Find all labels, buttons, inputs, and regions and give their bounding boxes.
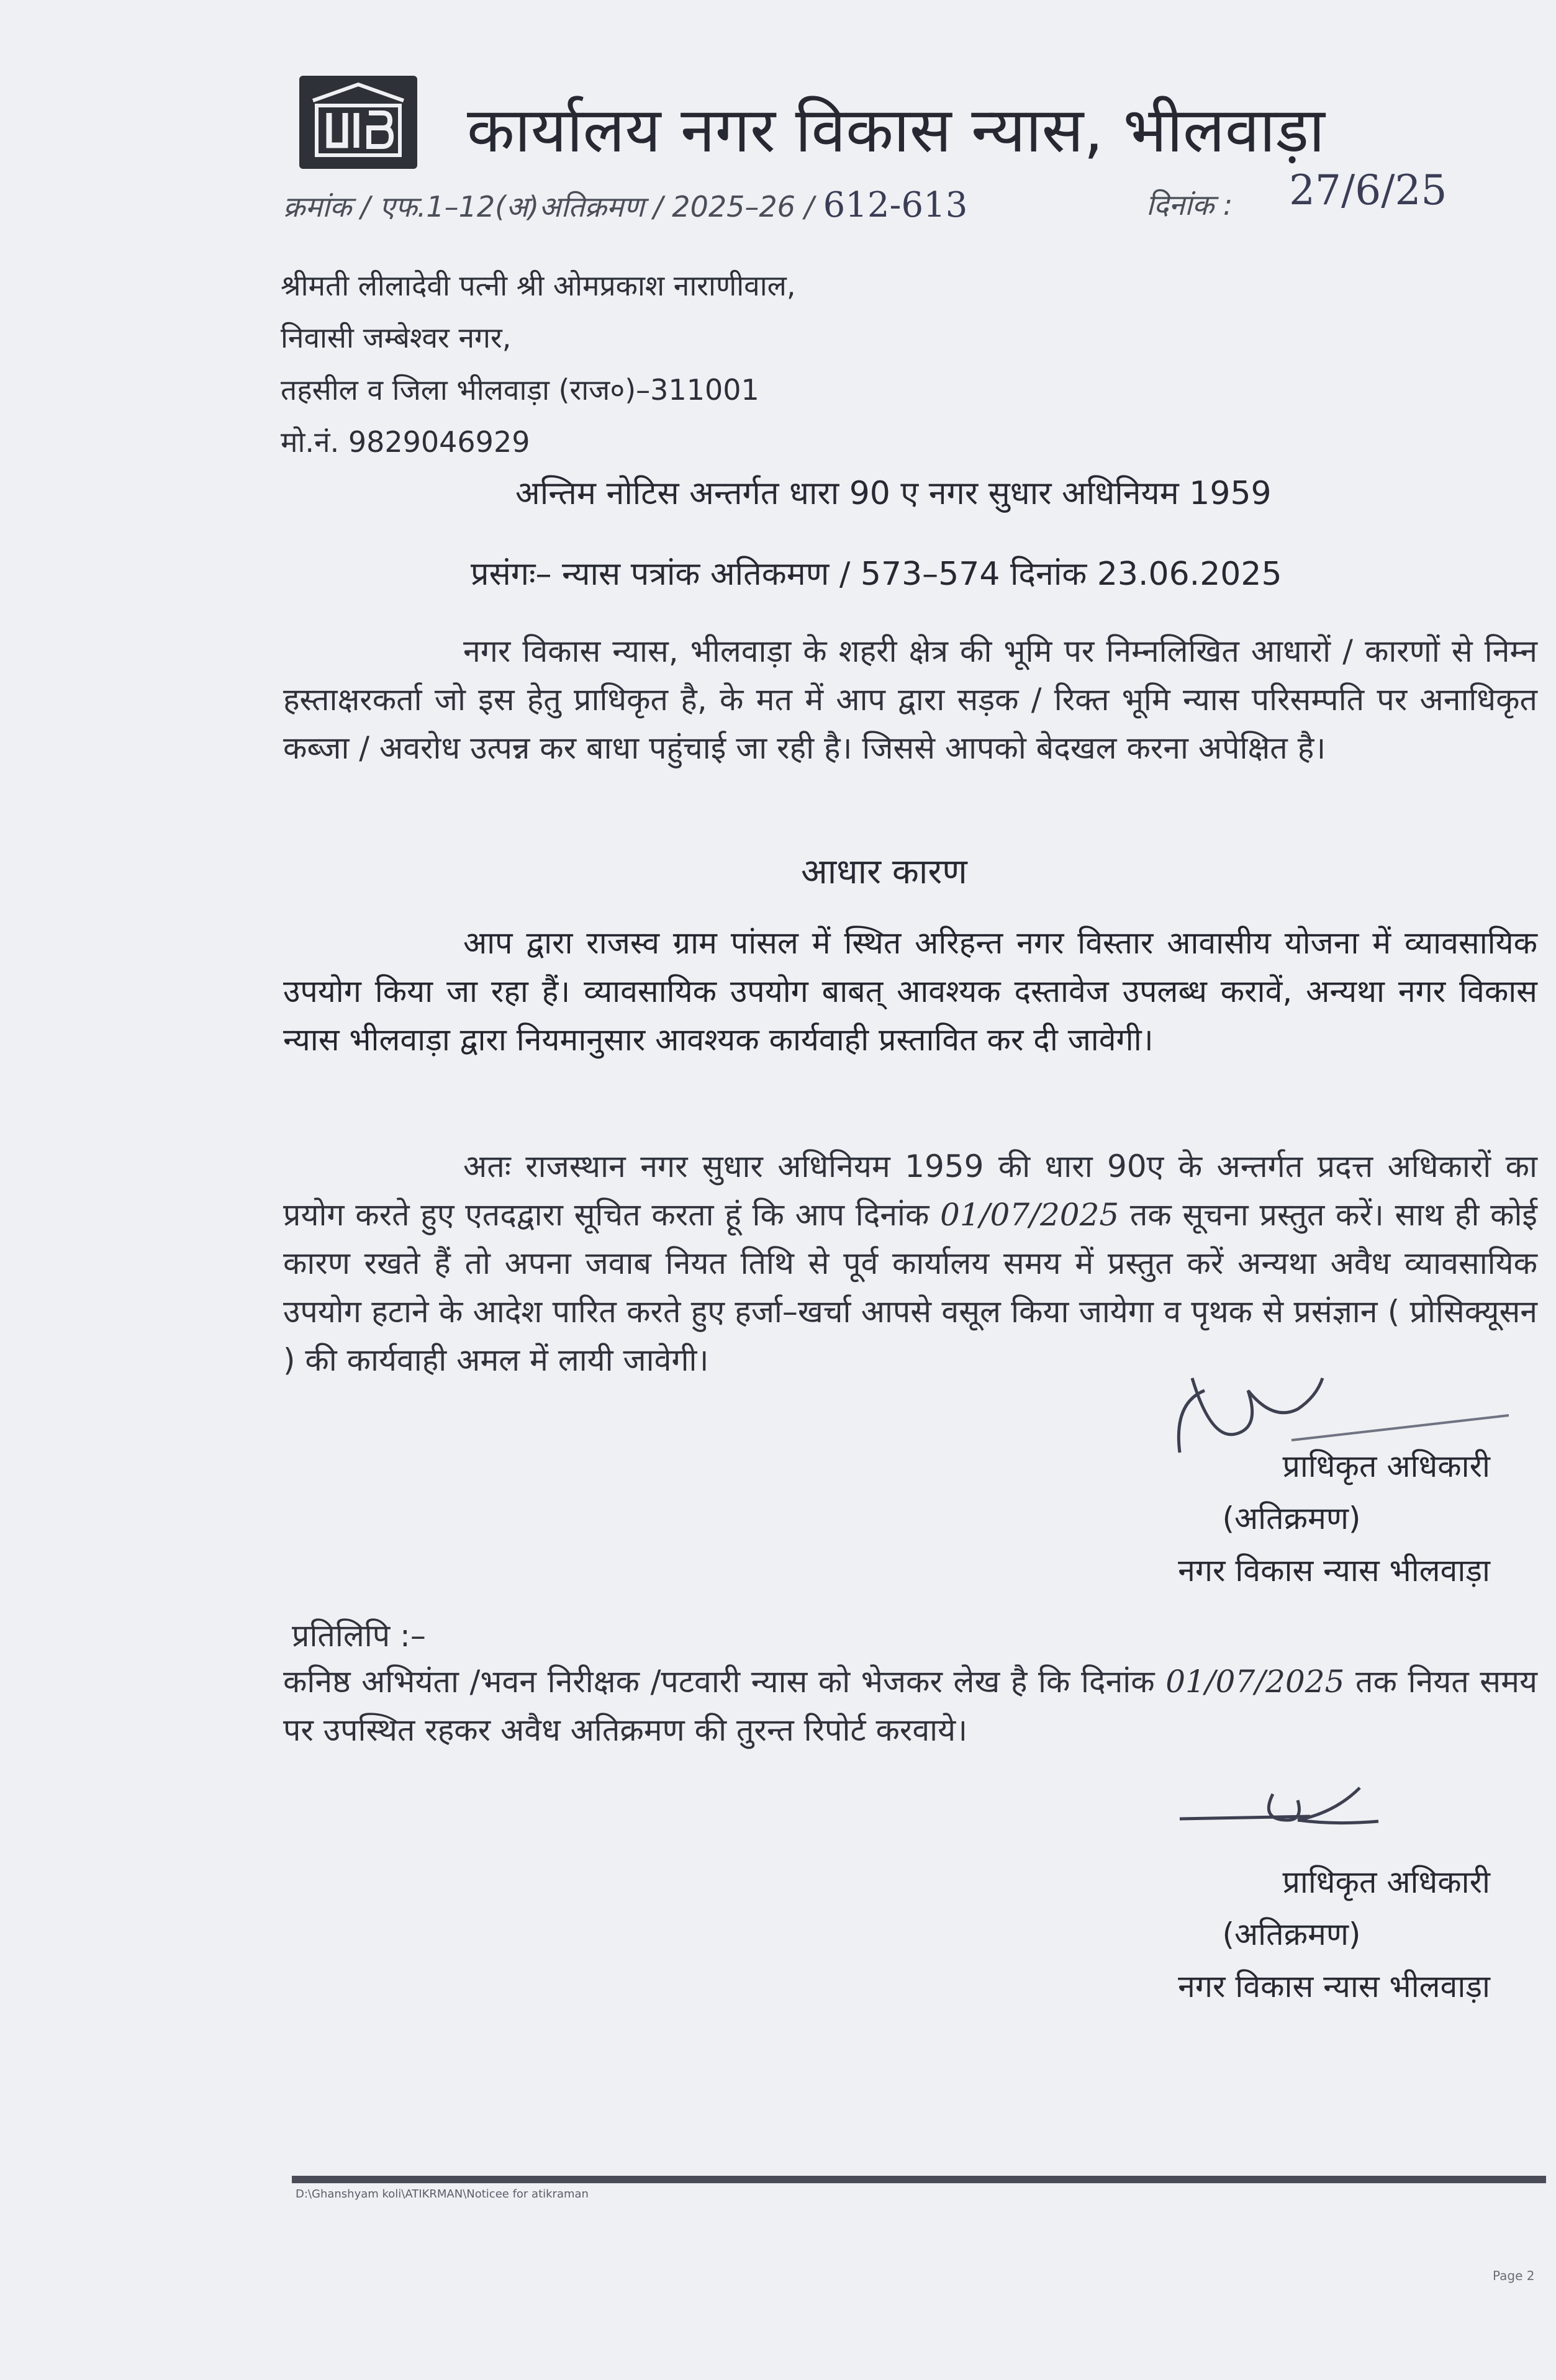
recipient-mobile: मो.नं. 9829046929 xyxy=(281,425,530,459)
reference-number-label: क्रमांक / एफ.1–12(अ)अतिक्रमण / 2025–26 / xyxy=(283,190,815,223)
reference-line xyxy=(283,166,1463,228)
signature-1-organisation: नगर विकास न्यास भीलवाड़ा xyxy=(1178,1553,1490,1589)
paragraph-direction-date: 01/07/2025 xyxy=(940,1197,1120,1233)
recipient-residence: निवासी जम्बेश्वर नगर, xyxy=(281,321,512,354)
copy-instruction-before: कनिष्ठ अभियंता /भवन निरीक्षक /पटवारी न्यास को भेजकर लेख है कि दिनांक xyxy=(283,1664,1155,1700)
signature-block-1 xyxy=(1093,1440,1490,1597)
copy-instruction-after: तक नियत समय पर उपस्थित रहकर अवैध अतिक्रमण की तुरन्त रिपोर्ट करवाये। xyxy=(283,1664,1537,1748)
footer-page-number: Page 2 xyxy=(1493,2268,1535,2283)
uit-logo xyxy=(299,76,417,169)
signature-2-title: प्राधिकृत अधिकारी xyxy=(1282,1864,1490,1900)
footer-rule xyxy=(292,2176,1546,2183)
signature-1-title: प्राधिकृत अधिकारी xyxy=(1282,1448,1490,1484)
notice-title: अन्तिम नोटिस अन्तर्गत धारा 90 ए नगर सुधार अधिनियम 1959 xyxy=(515,475,1272,512)
date-label: दिनांक : xyxy=(1146,188,1233,222)
paragraph-direction-before: अतः राजस्थान नगर सुधार अधिनियम 1959 की धारा 90ए के अन्तर्गत प्रदत्त अधिकारों का प्रयोग करते हुए एतदद्वारा सूचित करता हूं कि आप दिनांक xyxy=(283,1148,1537,1233)
copy-instruction xyxy=(283,1657,1537,1754)
reason-heading: आधार कारण xyxy=(801,852,967,892)
paragraph-grounds xyxy=(283,627,1537,772)
recipient-name: श्रीमती लीलादेवी पत्नी श्री ओमप्रकाश नाराणीवाल, xyxy=(281,269,796,302)
signature-2-organisation: नगर विकास न्यास भीलवाड़ा xyxy=(1178,1968,1490,2004)
copy-instruction-date: 01/07/2025 xyxy=(1165,1664,1345,1700)
signature-block-2 xyxy=(1093,1856,1490,2013)
signature-2-department: (अतिक्रमण) xyxy=(1222,1916,1361,1952)
paragraph-reason xyxy=(283,919,1537,1064)
paragraph-reason-text: आप द्वारा राजस्व ग्राम पांसल में स्थित अरिहन्त नगर विस्तार आवासीय योजना में व्यावसायिक उपयोग किया जा रहा हैं। व्यावसायिक उपयोग बाबत् आवश्यक दस्तावेज उपलब्ध करावें, अन्यथा नगर विकास न्यास भीलवाड़ा द्वारा नियमानुसार आवश्यक कार्यवाही प्रस्तावित कर दी जावेगी। xyxy=(283,925,1537,1058)
signature-2-scribble xyxy=(1174,1775,1385,1844)
recipient-district: तहसील व जिला भीलवाड़ा (राज०)–311001 xyxy=(281,373,759,407)
reference-number-handwritten: 612-613 xyxy=(823,185,968,225)
paragraph-direction-after: तक सूचना प्रस्तुत करें। साथ ही कोई कारण रखते हैं तो अपना जवाब नियत तिथि से पूर्व कार्यालय समय में प्रस्तुत करें अन्यथा अवैध व्यावसायिक उपयोग हटाने के आदेश पारित करते हुए हर्जा–खर्चा आपसे वसूल किया जायेगा व पृथक से प्रसंज्ञान ( प्रोसिक्यूसन ) की कार्यवाही अमल में लायी जावेगी। xyxy=(283,1197,1537,1378)
subject-reference: प्रसंगः– न्यास पत्रांक अतिकमण / 573–574 दिनांक 23.06.2025 xyxy=(471,556,1282,593)
office-title: कार्यालय नगर विकास न्यास, भीलवाड़ा xyxy=(467,94,1325,166)
signature-1-department: (अतिक्रमण) xyxy=(1222,1500,1361,1536)
date-handwritten: 27/6/25 xyxy=(1289,166,1447,214)
paragraph-direction xyxy=(283,1142,1537,1384)
paragraph-grounds-text: नगर विकास न्यास, भीलवाड़ा के शहरी क्षेत्र की भूमि पर निम्नलिखित आधारों / कारणों से निम्न हस्ताक्षरकर्ता जो इस हेतु प्राधिकृत है, के मत में आप द्वारा सड़क / रिक्त भूमि न्यास परिसम्पति पर अनाधिकृत कब्जा / अवरोध उत्पन्न कर बाधा पहुंचाई जा रही है। जिससे आपको बेदखल करना अपेक्षित है। xyxy=(283,633,1537,766)
footer-file-path: D:\Ghanshyam koli\ATIKRMAN\Noticee for atikraman xyxy=(296,2188,589,2201)
copy-label: प्रतिलिपि :– xyxy=(292,1618,426,1654)
recipient-address xyxy=(281,259,1026,468)
uit-logo-icon xyxy=(299,76,417,169)
